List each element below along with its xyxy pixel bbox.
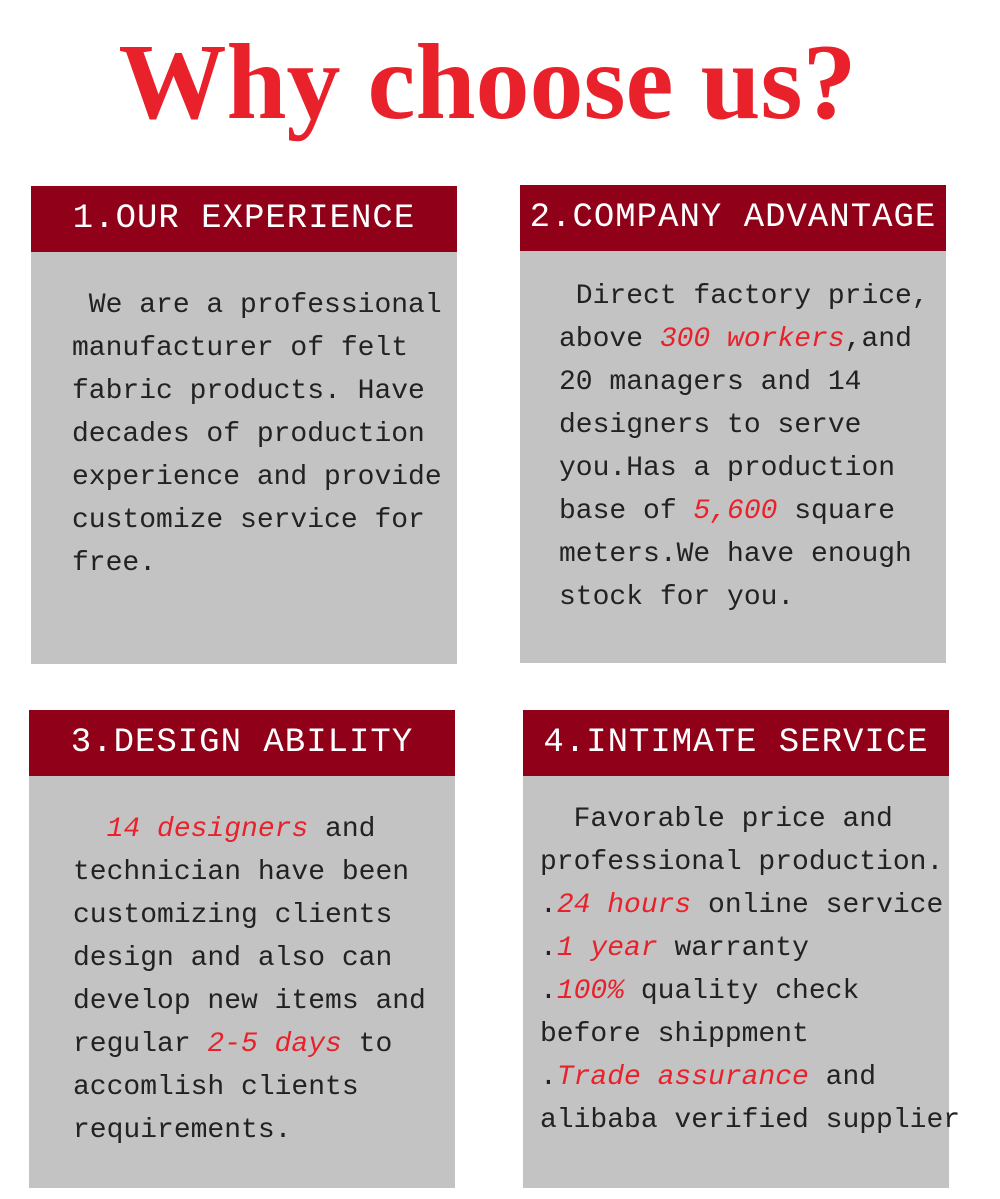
body-line [559, 404, 929, 447]
body-line [559, 275, 929, 318]
highlight-text: Trade assurance [556, 1062, 809, 1093]
body-text: accomlish clients [73, 1072, 359, 1103]
body-line [540, 1013, 960, 1056]
body-line [72, 413, 442, 456]
body-line [540, 1056, 960, 1099]
body-line [73, 1023, 426, 1066]
body-line [559, 490, 929, 533]
body-text: . [540, 1062, 557, 1093]
body-text: base of [559, 496, 694, 527]
body-text: requirements. [73, 1115, 292, 1146]
highlight-text: 14 designers [106, 814, 309, 845]
body-line [72, 456, 442, 499]
body-line [559, 447, 929, 490]
body-line [73, 937, 426, 980]
body-line [73, 851, 426, 894]
body-text: fabric products. Have [72, 376, 425, 407]
body-text: technician have been [73, 857, 410, 888]
body-line [72, 370, 442, 413]
body-text: warranty [657, 933, 809, 964]
body-text: before shippment [540, 1019, 809, 1050]
highlight-text: 300 workers [659, 324, 845, 355]
highlight-text: 1 year [556, 933, 658, 964]
body-line [73, 1066, 426, 1109]
highlight-text: 24 hours [556, 890, 692, 921]
body-line [559, 533, 929, 576]
body-text: We are a professional [72, 290, 442, 321]
body-line [540, 927, 960, 970]
body-text: . [540, 976, 557, 1007]
body-line [73, 980, 426, 1023]
card-body [540, 798, 960, 1142]
body-text: ,and [844, 324, 912, 355]
body-text: customize service for [72, 505, 425, 536]
body-text: designers to serve [559, 410, 862, 441]
card-body [559, 275, 929, 619]
body-text: decades of production [72, 419, 425, 450]
body-text: online service [691, 890, 944, 921]
body-text: Direct factory price, [559, 281, 929, 312]
body-text: stock for you. [559, 582, 795, 613]
highlight-text: 5,600 [693, 496, 778, 527]
body-line [559, 318, 929, 361]
body-text: meters.We have enough [559, 539, 912, 570]
body-text: and [808, 1062, 877, 1093]
body-line [72, 327, 442, 370]
body-text: . [540, 890, 557, 921]
body-text: professional production. [540, 847, 944, 878]
body-line [540, 970, 960, 1013]
page-title: Why choose us? [118, 23, 857, 142]
body-text: develop new items and [73, 986, 426, 1017]
body-text: above [559, 324, 660, 355]
highlight-text: 100% [556, 976, 625, 1007]
body-text: regular [73, 1029, 208, 1060]
body-line [540, 798, 960, 841]
card-header: 3.DESIGN ABILITY [29, 710, 455, 776]
body-line [72, 499, 442, 542]
card-our-experience [31, 186, 457, 664]
card-design-ability [29, 710, 455, 1188]
body-text: Favorable price and [540, 804, 893, 835]
body-line [540, 884, 960, 927]
body-text: quality check [624, 976, 860, 1007]
body-line [73, 1109, 426, 1152]
card-header: 4.INTIMATE SERVICE [523, 710, 949, 776]
card-company-advantage [520, 185, 946, 663]
body-line [540, 841, 960, 884]
card-body [73, 808, 426, 1152]
body-line [559, 361, 929, 404]
body-line [72, 284, 442, 327]
body-text: and [308, 814, 376, 845]
body-text: 20 managers and 14 [559, 367, 862, 398]
body-text: free. [72, 548, 157, 579]
body-line [540, 1099, 960, 1142]
body-line [559, 576, 929, 619]
body-line [72, 542, 442, 585]
card-intimate-service [523, 710, 961, 1188]
body-text: alibaba verified supplier [540, 1105, 961, 1136]
card-header: 1.OUR EXPERIENCE [31, 186, 457, 252]
body-text [73, 814, 107, 845]
body-text: manufacturer of felt [72, 333, 409, 364]
body-text: experience and provide [72, 462, 442, 493]
highlight-text: 2-5 days [207, 1029, 342, 1060]
body-line [73, 894, 426, 937]
body-text: square [777, 496, 896, 527]
body-text: you.Has a production [559, 453, 896, 484]
body-line [73, 808, 426, 851]
card-body [72, 284, 442, 585]
body-text: to [341, 1029, 393, 1060]
body-text: customizing clients [73, 900, 393, 931]
body-text: . [540, 933, 557, 964]
card-header: 2.COMPANY ADVANTAGE [520, 185, 946, 251]
body-text: design and also can [73, 943, 393, 974]
